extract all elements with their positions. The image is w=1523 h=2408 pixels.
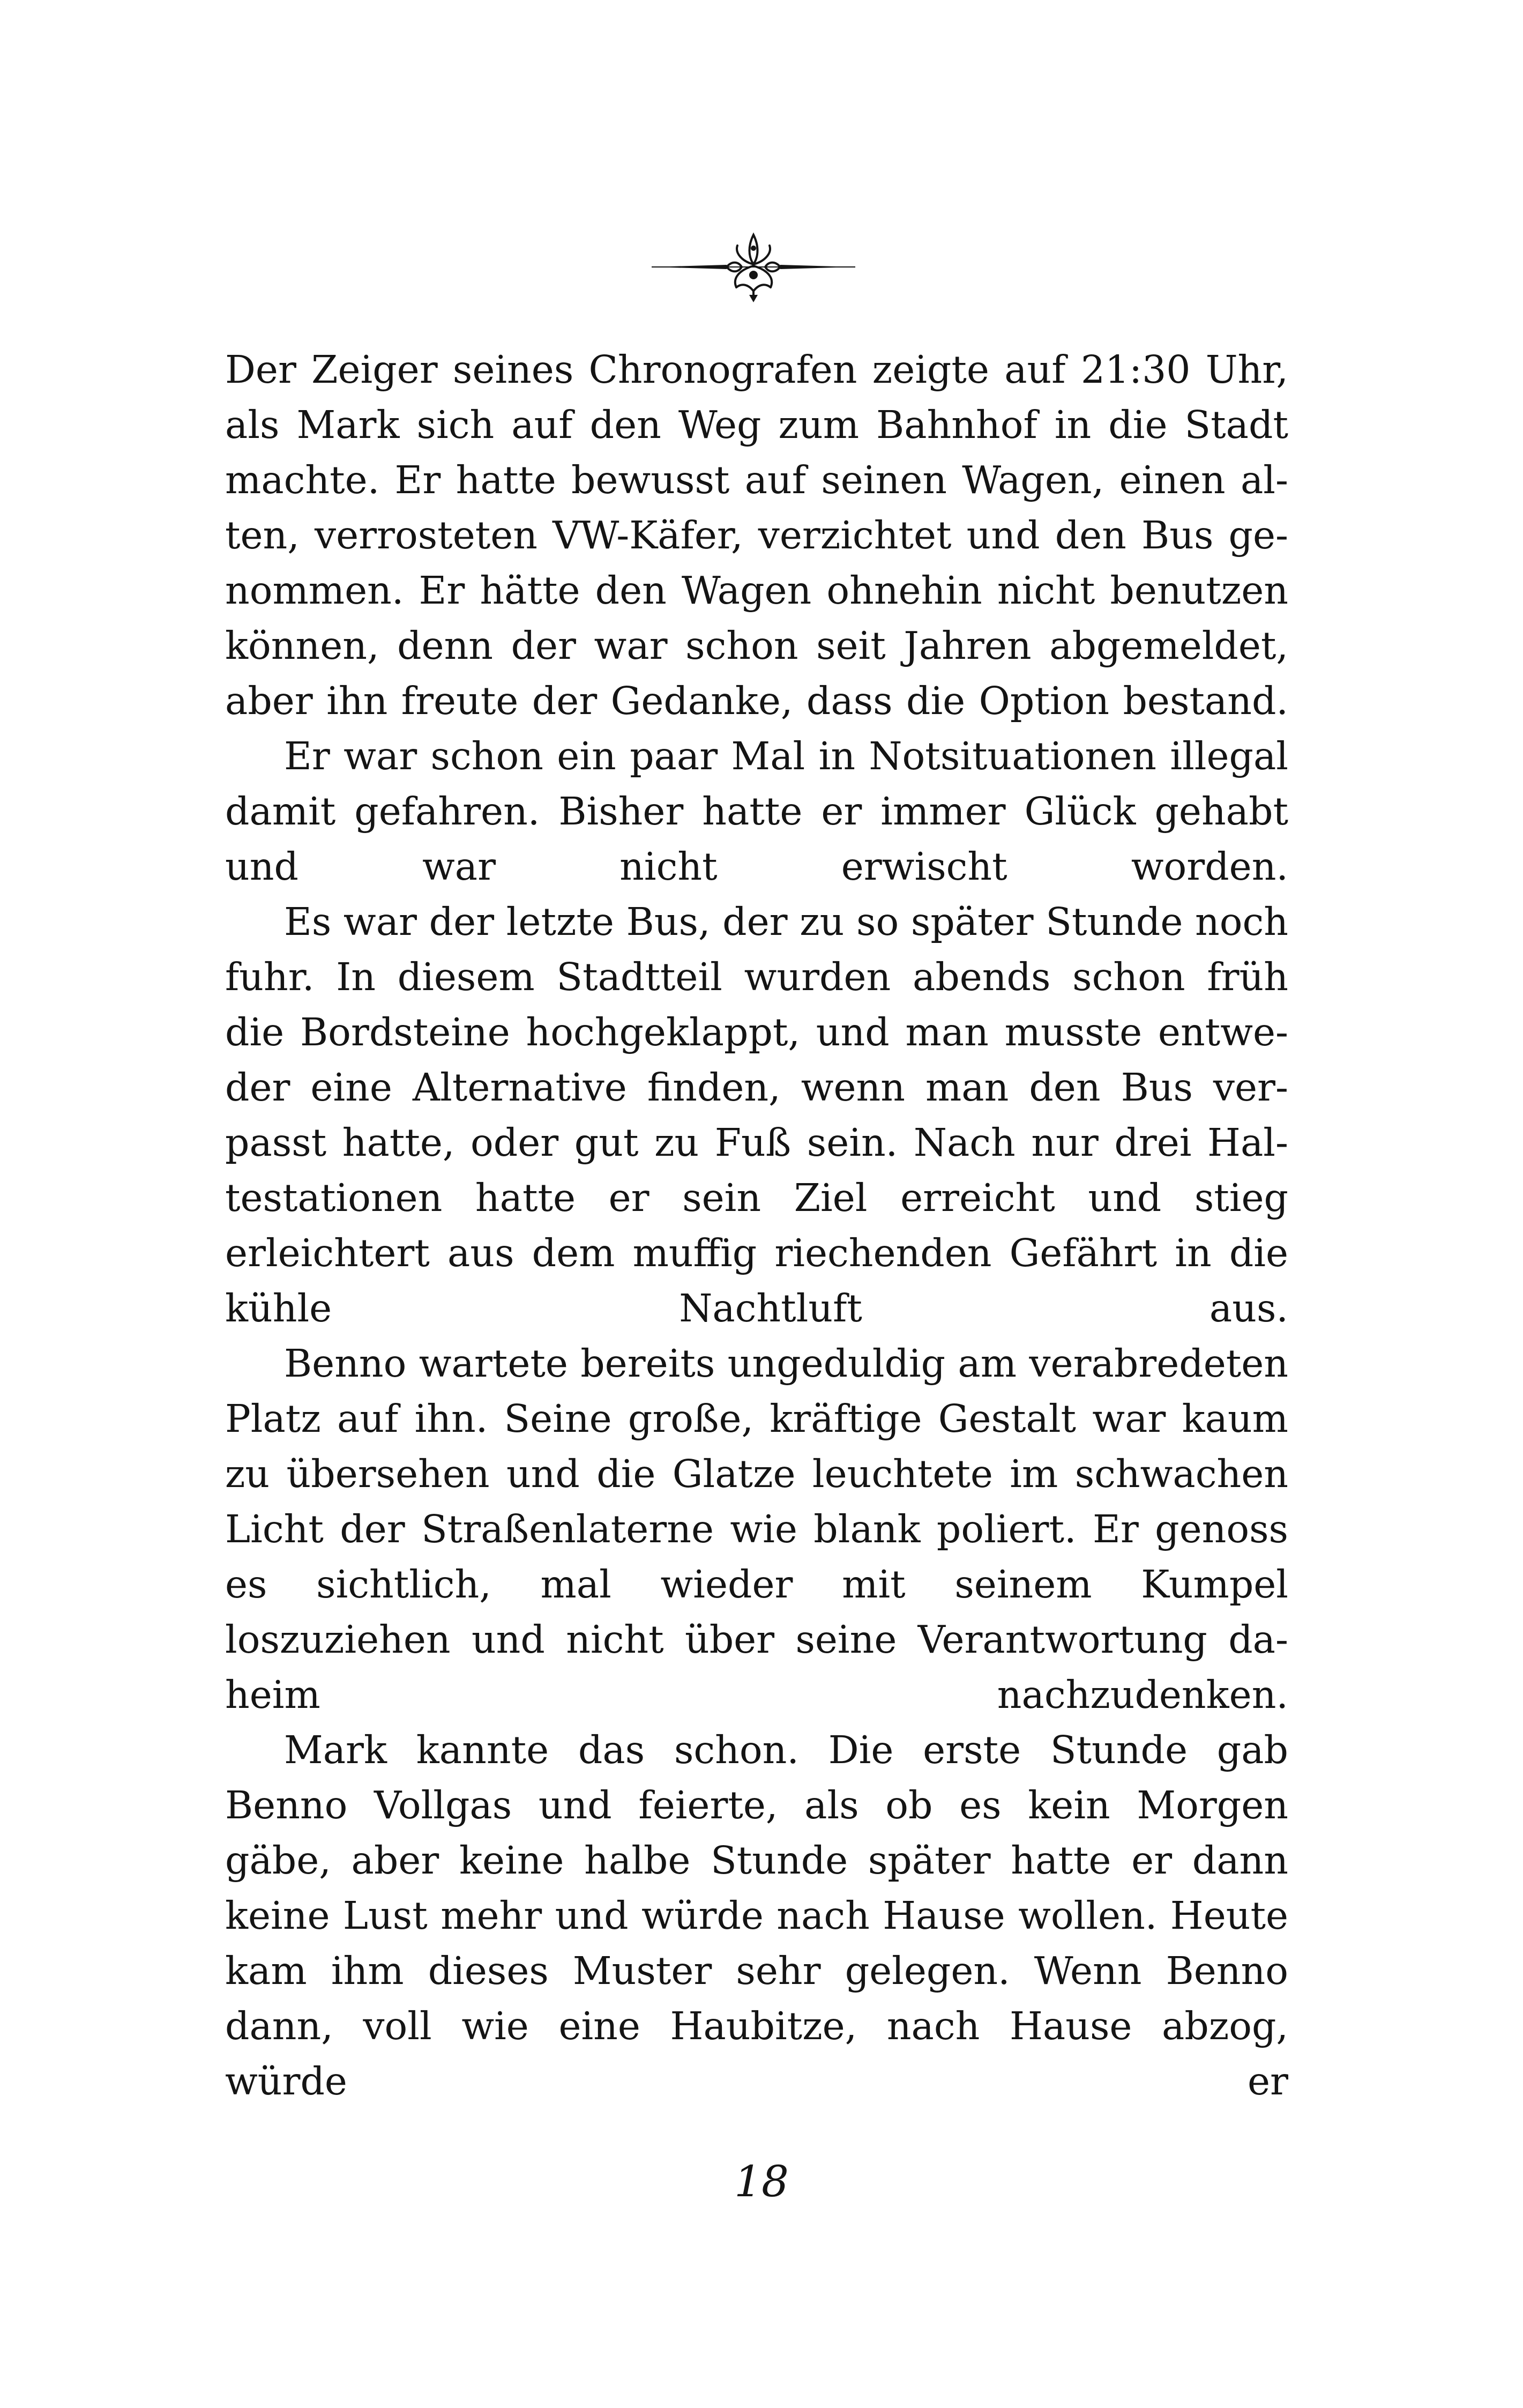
body-text (225, 342, 1288, 2109)
fleuron-divider-icon (646, 224, 861, 304)
page-number: 18 (734, 2157, 789, 2206)
paragraph-1: Der Zeiger seines Chronografen zeigte auf 21:30 Uhr, als Mark sich auf den Weg zum Bahnhof in die Stadt machte. Er hatte bewusst auf seinen Wagen, einen alten, verrosteten VW-Käfer, verzichtet und den Bus genommen. Er hätte den Wagen ohnehin nicht benutzen können, denn der war schon seit Jahren abgemeldet, aber ihn freute der Gedanke, dass die Option bestand. (225, 347, 1288, 723)
paragraph-2: Er war schon ein paar Mal in Notsituationen illegal damit gefahren. Bisher hatte er immer Glück gehabt und war nicht erwischt worden. (225, 734, 1288, 889)
paragraph-4: Benno wartete bereits ungeduldig am verabredeten Platz auf ihn. Seine große, kräftige Gestalt war kaum zu übersehen und die Glatze leuchtete im schwachen Licht der Straßenlaterne wie blank poliert. Er genoss es sichtlich, mal wieder mit seinem Kumpel loszuziehen und nicht über seine Verantwortung daheim nachzudenken. (225, 1341, 1288, 1717)
paragraph-5: Mark kannte das schon. Die erste Stunde gab Benno Vollgas und feierte, als ob es kein Morgen gäbe, aber keine halbe Stunde später hatte er dann keine Lust mehr und würde nach Hause wollen. Heute kam ihm dieses Muster sehr gelegen. Wenn Benno dann, voll wie eine Haubitze, nach Hause abzog, würde er (225, 1728, 1288, 2104)
paragraph-3: Es war der letzte Bus, der zu so später Stunde noch fuhr. In diesem Stadtteil wurden abends schon früh die Bordsteine hochgeklappt, und man musste entweder eine Alternative finden, wenn man den Bus verpasst hatte, oder gut zu Fuß sein. Nach nur drei Haltestationen hatte er sein Ziel erreicht und stieg erleichtert aus dem muffig riechenden Gefährt in die kühle Nachtluft aus. (225, 900, 1288, 1331)
